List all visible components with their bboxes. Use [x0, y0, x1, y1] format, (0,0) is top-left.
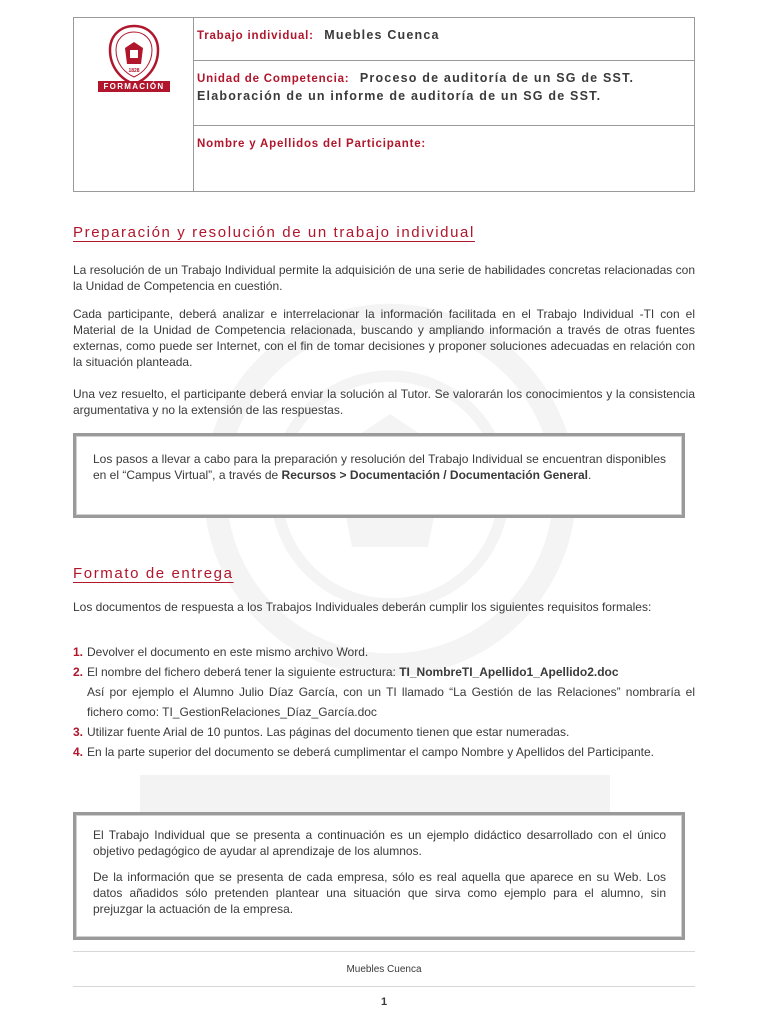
- list-item: 1. Devolver el documento en este mismo archivo Word.: [73, 645, 369, 659]
- nombre-label: Nombre y Apellidos del Participante:: [197, 138, 427, 150]
- list-item: 4. En la parte superior del documento se deberá cumplimentar el campo Nombre y Apellidos del Participante.: [73, 745, 654, 759]
- unidad-value-line2: Elaboración de un informe de auditoría de un SG de SST.: [197, 89, 602, 103]
- info-box-ejemplo-p1: El Trabajo Individual que se presenta a continuación es un ejemplo didáctico desarrollado con el único objetivo pedagógico de ayudar al aprendizaje de los alumnos.: [93, 828, 666, 858]
- page-number: 1: [380, 996, 388, 1008]
- filename-example: Así por ejemplo el Alumno Julio Díaz García, con un TI llamado “La Gestión de las Relaciones” nombraría el fichero como: TI_GestionRelaciones_Díaz_García.doc: [87, 685, 695, 719]
- list-item: 2. El nombre del fichero deberá tener la siguiente estructura: TI_NombreTI_Apellido1_Apellido2.doc Así por ejemplo el Alumno Julio Díaz García, con un TI llamado “La Gestión de las Relaciones” nombraría el fichero como: TI_GestionRelaciones_Díaz_García.doc: [73, 662, 695, 722]
- header-row-trabajo: [194, 18, 694, 61]
- info-box-pasos: [73, 433, 685, 518]
- info-box-ejemplo: [73, 812, 685, 940]
- header-row-unidad: [194, 61, 694, 126]
- footer-divider: [73, 951, 695, 952]
- paragraph-intro: La resolución de un Trabajo Individual permite la adquisición de una serie de habilidades concretas relacionadas con la Unidad de Competencia en cuestión.: [73, 263, 695, 293]
- section-heading-formato: Formato de entrega: [73, 565, 234, 582]
- header-row-nombre: [194, 126, 694, 191]
- unidad-value-line1: Proceso de auditoría de un SG de SST.: [359, 71, 635, 85]
- trabajo-label: Trabajo individual:: [197, 30, 314, 42]
- list-item: 3. Utilizar fuente Arial de 10 puntos. Las páginas del documento tienen que estar numeradas.: [73, 725, 570, 739]
- info-box-pasos-text: Los pasos a llevar a cabo para la preparación y resolución del Trabajo Individual se encuentran disponibles en el “Campus Virtual”, a través de Recursos > Documentación / Documentación General.: [93, 452, 666, 482]
- formacion-band: FORMACIÓN: [98, 81, 170, 92]
- header-table: [73, 17, 695, 192]
- paragraph-resuelto: Una vez resuelto, el participante deberá enviar la solución al Tutor. Se valorarán los conocimientos y la consistencia argumentativa y no la extensión de las respuestas.: [73, 387, 695, 417]
- paragraph-participante: Cada participante, deberá analizar e interrelacionar la información facilitada en el Trabajo Individual -TI con el Material de la Unidad de Competencia relacionada, buscando y ampliando información a través de otras fuentes externas, como puede ser Internet, con el fin de tomar decisiones y proponer soluciones adecuadas en relación con la situación planteada.: [73, 307, 695, 369]
- unidad-label: Unidad de Competencia:: [197, 73, 350, 85]
- filename-format: TI_NombreTI_Apellido1_Apellido2.doc: [399, 665, 619, 679]
- requirements-list: [73, 642, 695, 762]
- bureau-veritas-logo: [108, 24, 160, 86]
- logo-cell: [74, 18, 194, 191]
- paragraph-requisitos: Los documentos de respuesta a los Trabajos Individuales deberán cumplir los siguientes requisitos formales:: [73, 600, 652, 614]
- footer-title: Muebles Cuenca: [346, 964, 422, 975]
- svg-text:1828: 1828: [128, 68, 140, 74]
- trabajo-value: Muebles Cuenca: [324, 28, 440, 42]
- info-box-ejemplo-p2: De la información que se presenta de cada empresa, sólo es real aquella que aparece en su Web. Los datos añadidos sólo pretenden plantear una situación que sirva como ejemplo para el alumno, sin prejuzgar la actuación de la empresa.: [93, 870, 666, 916]
- section-heading-preparacion: Preparación y resolución de un trabajo individual: [73, 224, 475, 241]
- recursos-path: Recursos > Documentación / Documentación General: [281, 468, 588, 482]
- page-divider: [73, 986, 695, 987]
